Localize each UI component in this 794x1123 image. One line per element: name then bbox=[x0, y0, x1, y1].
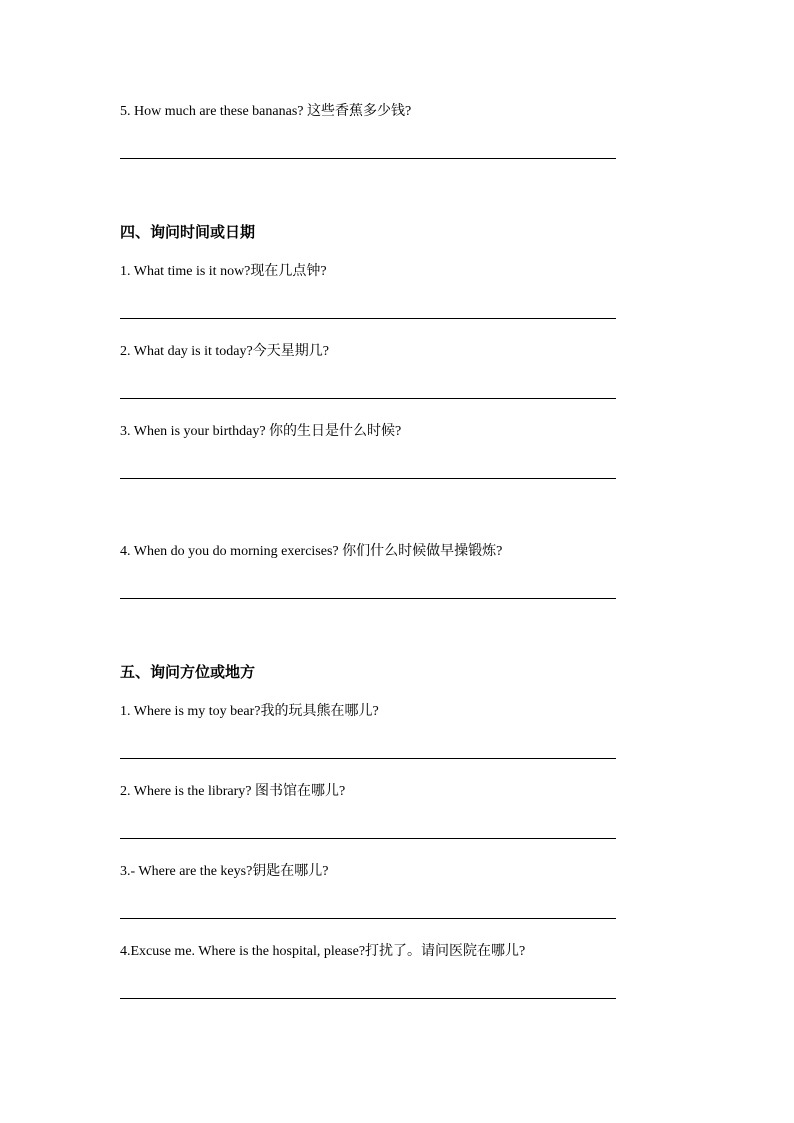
question-time-4: 4. When do you do morning exercises? 你们什么时候做早操锻炼? bbox=[120, 544, 503, 559]
question-time-3: 3. When is your birthday? 你的生日是什么时候? bbox=[120, 424, 402, 439]
answer-line bbox=[120, 158, 616, 159]
question-time-1: 1. What time is it now?现在几点钟? bbox=[120, 264, 327, 279]
question-location-2: 2. Where is the library? 图书馆在哪儿? bbox=[120, 784, 346, 799]
answer-line bbox=[120, 318, 616, 319]
question-location-1: 1. Where is my toy bear?我的玩具熊在哪儿? bbox=[120, 704, 379, 719]
question-prev-5: 5. How much are these bananas? 这些香蕉多少钱? bbox=[120, 104, 412, 119]
question-location-4: 4.Excuse me. Where is the hospital, please?打扰了。请问医院在哪儿? bbox=[120, 944, 526, 959]
answer-line bbox=[120, 918, 616, 919]
answer-line bbox=[120, 998, 616, 999]
answer-line bbox=[120, 398, 616, 399]
answer-line bbox=[120, 838, 616, 839]
answer-line bbox=[120, 598, 616, 599]
question-time-2: 2. What day is it today?今天星期几? bbox=[120, 344, 329, 359]
answer-line bbox=[120, 758, 616, 759]
question-location-3: 3.- Where are the keys?钥匙在哪儿? bbox=[120, 864, 329, 879]
answer-line bbox=[120, 478, 616, 479]
section-heading-time-date: 四、询问时间或日期 bbox=[120, 223, 256, 241]
section-heading-location: 五、询问方位或地方 bbox=[120, 663, 256, 681]
